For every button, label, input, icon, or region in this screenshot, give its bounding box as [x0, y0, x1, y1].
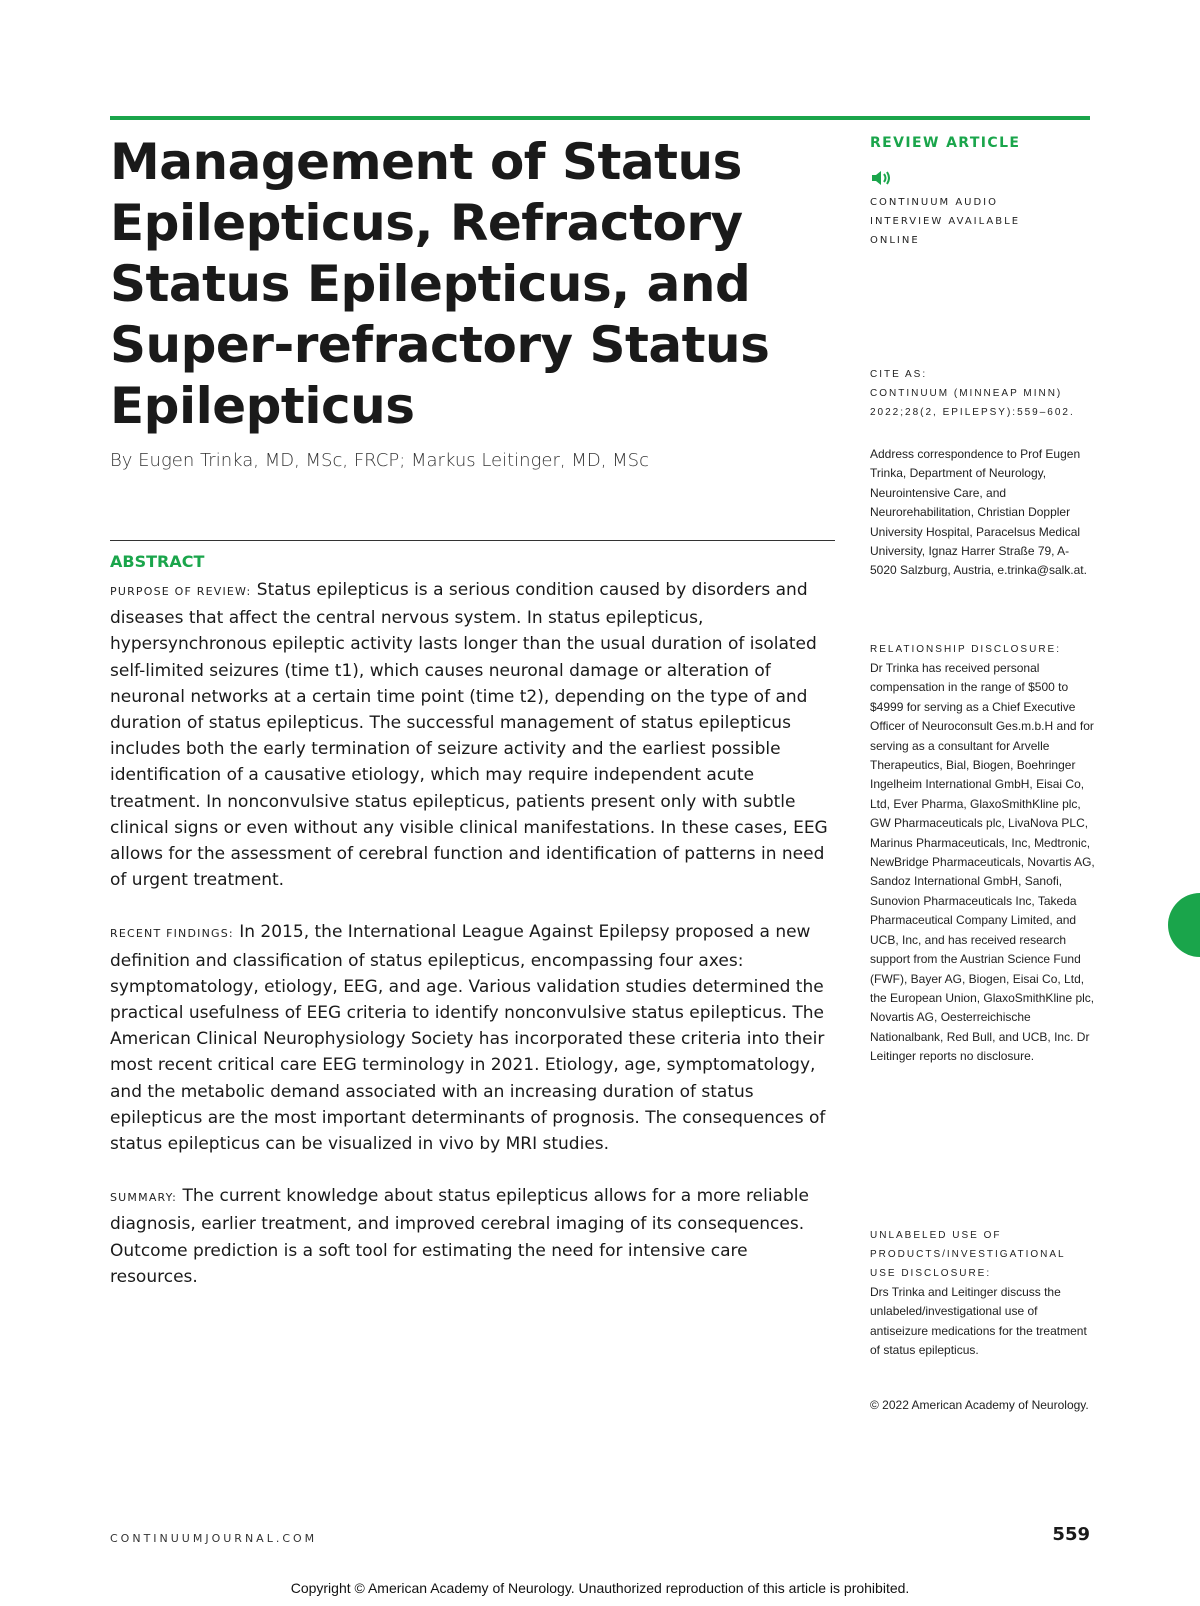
unlabeled-label: UNLABELED USE OF PRODUCTS/INVESTIGATIONAL USE DISCLOSURE:: [870, 1230, 1066, 1279]
cite-line: 2022;28(2, EPILEPSY):559–602.: [870, 407, 1075, 418]
abstract-purpose: [110, 577, 838, 893]
abstract-findings: [110, 919, 838, 1157]
legal-notice: Copyright © American Academy of Neurology. Unauthorized reproduction of this article is prohibited.: [290, 1580, 910, 1596]
sidebar-header: [870, 135, 1095, 250]
correspondence-address: Address correspondence to Prof Eugen Trinka, Department of Neurology, Neurointensive Care, and Neurorehabilitation, Christian Doppler University Hospital, Paracelsus Medical University, Ignaz Harrer Straße 79, A-5020 Salzburg, Austria, e.trinka@salk.at.: [870, 447, 1087, 578]
article-title: Management of Status Epilepticus, Refractory Status Epilepticus, and Super-refractory Status Epilepticus: [110, 133, 770, 435]
audio-line: CONTINUUM AUDIO: [870, 197, 998, 208]
audio-interview-notice[interactable]: [870, 193, 1095, 250]
unlabeled-text: Drs Trinka and Leitinger discuss the unlabeled/investigational use of antiseizure medications for the treatment of status epilepticus.: [870, 1285, 1087, 1358]
relationship-disclosure: [870, 640, 1095, 1067]
abstract-divider: [110, 540, 835, 541]
unlabeled-use-disclosure: [870, 1226, 1095, 1361]
page-number: 559: [1052, 1524, 1090, 1545]
findings-text: In 2015, the International League Against Epilepsy proposed a new definition and classification of status epilepticus, encompassing four axes: symptomatology, etiology, EEG, and age. Various validation studies determined the practical usefulness of EEG criteria to identify nonconvulsive status epilepticus. The American Clinical Neurophysiology Society has incorporated these criteria into their most recent critical care EEG terminology in 2021. Etiology, age, symptomatology, and the metabolic demand associated with an increasing duration of status epilepticus are the most important determinants of prognosis. The consequences of status epilepticus can be visualized in vivo by MRI studies.: [110, 922, 826, 1155]
purpose-text: Status epilepticus is a serious condition caused by disorders and diseases that affect the central nervous system. In status epilepticus, hypersynchronous epileptic activity lasts longer than the usual duration of isolated self-limited seizures (time t1), which causes neuronal damage or alteration of neuronal networks at a certain time point (time t2), depending on the type of and duration of status epilepticus. The successful management of status epilepticus includes both the early termination of seizure activity and the earliest possible identification of a causative etiology, which may require independent acute treatment. In nonconvulsive status epilepticus, patients present only with subtle clinical signs or even without any visible clinical manifestations. In these cases, EEG allows for the assessment of cerebral function and identification of patterns in need of urgent treatment.: [110, 580, 828, 891]
audio-line: INTERVIEW AVAILABLE: [870, 216, 1021, 227]
cite-as-block: [870, 365, 1100, 422]
cite-line: CONTINUUM (MINNEAP MINN): [870, 388, 1063, 399]
abstract-heading: ABSTRACT: [110, 552, 205, 571]
journal-url[interactable]: CONTINUUMJOURNAL.COM: [110, 1532, 318, 1545]
purpose-label: PURPOSE OF REVIEW:: [110, 585, 252, 598]
abstract-summary: [110, 1183, 838, 1290]
abstract-body: [110, 577, 838, 1316]
top-accent-rule: [110, 116, 1090, 120]
summary-text: The current knowledge about status epilepticus allows for a more reliable diagnosis, earlier treatment, and improved cerebral imaging of its consequences. Outcome prediction is a soft tool for estimating the need for intensive care resources.: [110, 1186, 809, 1287]
speaker-icon[interactable]: [870, 169, 892, 187]
article-authors: By Eugen Trinka, MD, MSc, FRCP; Markus Leitinger, MD, MSc: [110, 450, 649, 471]
disclosure-text: Dr Trinka has received personal compensation in the range of $500 to $4999 for serving as a Chief Executive Officer of Neuroconsult Ges.m.b.H and for serving as a consultant for Arvelle Therapeutics, Bial, Biogen, Boehringer Ingelheim International GmbH, Eisai Co, Ltd, Ever Pharma, GlaxoSmithKline plc, GW Pharmaceuticals plc, LivaNova PLC, Marinus Pharmaceuticals, Inc, Medtronic, NewBridge Pharmaceuticals, Novartis AG, Sandoz International GmbH, Sanofi, Sunovion Pharmaceuticals Inc, Takeda Pharmaceutical Company Limited, and UCB, Inc, and has received research support from the Austrian Science Fund (FWF), Bayer AG, Biogen, Eisai Co, Ltd, the European Union, GlaxoSmithKline plc, Novartis AG, Oesterreichische Nationalbank, Red Bull, and UCB, Inc. Dr Leitinger reports no disclosure.: [870, 661, 1095, 1064]
section-label: REVIEW ARTICLE: [870, 135, 1021, 151]
audio-line: ONLINE: [870, 235, 920, 246]
disclosure-label: RELATIONSHIP DISCLOSURE:: [870, 644, 1061, 655]
aan-copyright: © 2022 American Academy of Neurology.: [870, 1398, 1089, 1412]
section-tab-marker: [1168, 893, 1200, 957]
findings-label: RECENT FINDINGS:: [110, 927, 234, 941]
summary-label: SUMMARY:: [110, 1191, 178, 1205]
cite-label: CITE AS:: [870, 369, 928, 380]
